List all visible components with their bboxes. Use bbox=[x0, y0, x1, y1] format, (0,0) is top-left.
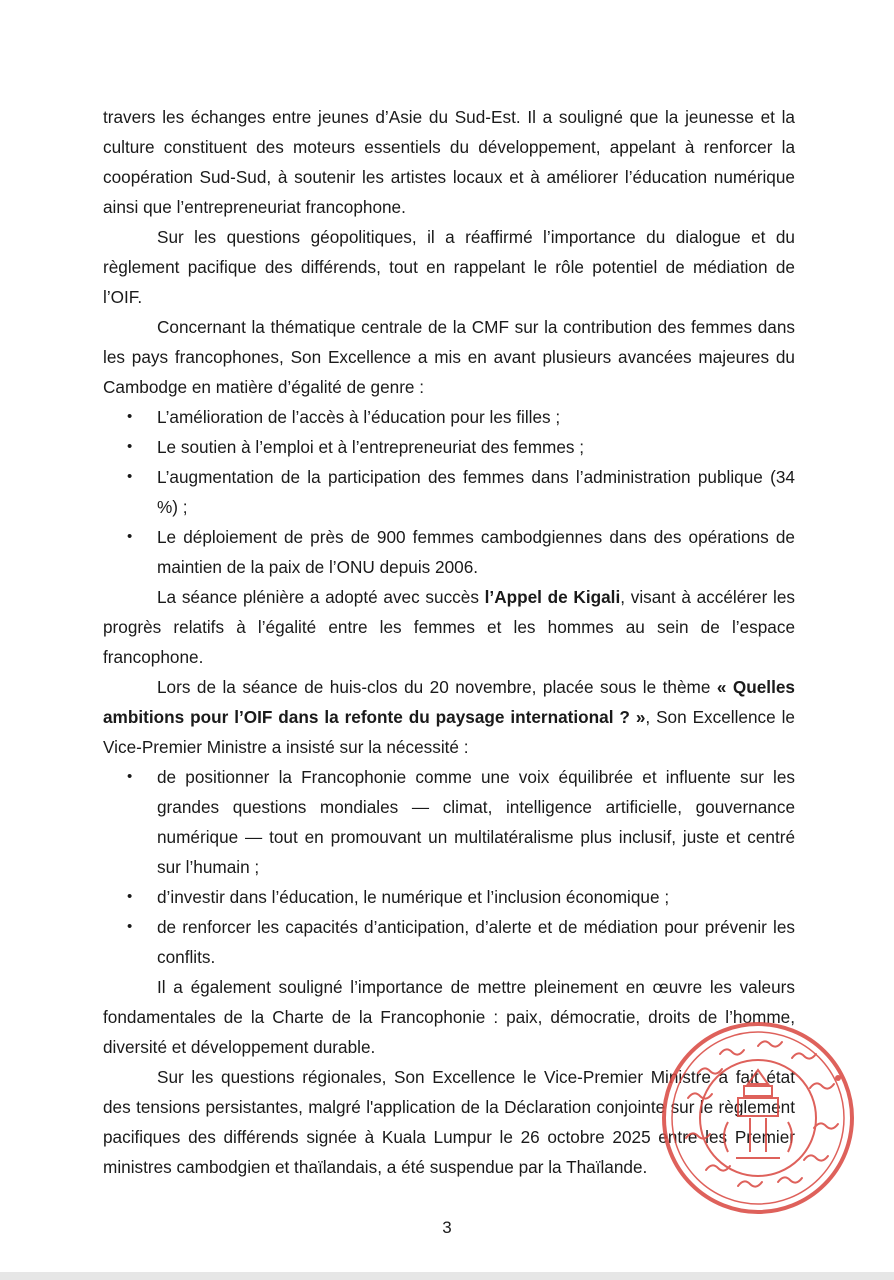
list-item: • d’investir dans l’éducation, le numérique et l’inclusion économique ; bbox=[103, 882, 795, 912]
appel-de-kigali-bold: l’Appel de Kigali bbox=[484, 587, 621, 607]
list-item: • L’amélioration de l’accès à l’éducation pour les filles ; bbox=[103, 402, 795, 432]
paragraph-4 bbox=[103, 582, 795, 672]
necessity-list bbox=[103, 762, 795, 972]
paragraph-6: Il a également souligné l’importance de mettre pleinement en œuvre les valeurs fondamentales de la Charte de la Francophonie : paix, démocratie, droits de l’homme, diversité et développement durable. bbox=[103, 977, 795, 1057]
paragraph-5-text-start: Lors de la séance de huis-clos du 20 novembre, placée sous le thème bbox=[157, 677, 717, 697]
page-number: 3 bbox=[442, 1218, 452, 1237]
paragraph-7: Sur les questions régionales, Son Excellence le Vice-Premier Ministre a fait état des tensions persistantes, malgré l'application de la Déclaration conjointe sur le règlement pacifiques des différends signée à Kuala Lumpur le 26 octobre 2025 entre les Premier ministres cambodgien et thaïlandais, a été suspendue par la Thaïlande. bbox=[103, 1067, 795, 1177]
paragraph-4-text-start: La séance plénière a adopté avec succès bbox=[157, 587, 485, 607]
gender-equality-list bbox=[103, 402, 795, 582]
list-item: • de renforcer les capacités d’anticipation, d’alerte et de médiation pour prévenir les conflits. bbox=[103, 912, 795, 972]
session-theme-bold: « Quelles ambitions pour l’OIF dans la refonte du paysage international ? » bbox=[103, 677, 795, 727]
paragraph-3: Concernant la thématique centrale de la CMF sur la contribution des femmes dans les pays francophones, Son Excellence a mis en avant plusieurs avancées majeures du Cambodge en matière d’égalité de genre : bbox=[103, 317, 795, 397]
paragraph-5 bbox=[103, 672, 795, 762]
list-item: • Le soutien à l’emploi et à l’entrepreneuriat des femmes ; bbox=[103, 432, 795, 462]
official-seal-icon bbox=[658, 1018, 858, 1218]
paragraph-2: Sur les questions géopolitiques, il a réaffirmé l’importance du dialogue et du règlement pacifique des différends, tout en rappelant le rôle potentiel de médiation de l’OIF. bbox=[103, 227, 795, 307]
bottom-edge bbox=[0, 1272, 894, 1280]
paragraph-4-text-end: , visant à accélérer les progrès relatifs à l’égalité entre les femmes et les hommes au sein de l’espace francophone. bbox=[103, 587, 795, 667]
paragraph-5-text-end: , Son Excellence le Vice-Premier Ministre a insisté sur la nécessité : bbox=[103, 707, 795, 757]
list-item: • L’augmentation de la participation des femmes dans l’administration publique (34 %) ; bbox=[103, 462, 795, 522]
list-item: • de positionner la Francophonie comme une voix équilibrée et influente sur les grandes questions mondiales — climat, intelligence artificielle, gouvernance numérique — tout en promouvant un multilatéralisme plus inclusif, juste et centré sur l’humain ; bbox=[103, 762, 795, 882]
list-item: • Le déploiement de près de 900 femmes cambodgiennes dans des opérations de maintien de la paix de l’ONU depuis 2006. bbox=[103, 522, 795, 582]
paragraph-1: travers les échanges entre jeunes d’Asie du Sud-Est. Il a souligné que la jeunesse et la culture constituent des moteurs essentiels du développement, appelant à renforcer la coopération Sud-Sud, à soutenir les artistes locaux et à améliorer l’éducation numérique ainsi que l’entrepreneuriat francophone. bbox=[103, 107, 795, 217]
